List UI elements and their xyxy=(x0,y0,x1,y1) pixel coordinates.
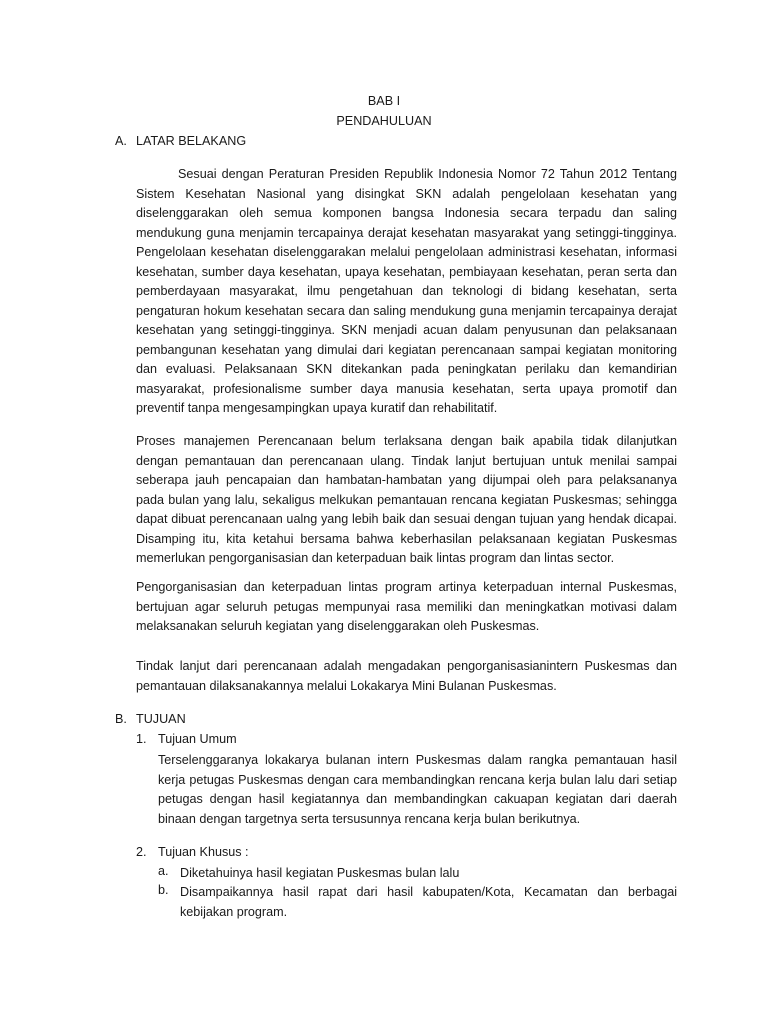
section-b-title: TUJUAN xyxy=(136,712,186,726)
paragraph-skn: Sesuai dengan Peraturan Presiden Republik Indonesia Nomor 72 Tahun 2012 Tentang Sistem Kesehatan Nasional yang disingkat SKN adalah pengelolaan kesehatan yang diselenggarakan oleh semua komponen bangsa Indonesia secara terpadu dan saling mendukung guna menjamin tercapainya derajat kesehatan masyarakat yang setinggi-tingginya. Pengelolaan kesehatan diselenggarakan melalui pengelolaan administrasi kesehatan, informasi kesehatan, sumber daya kesehatan, upaya kesehatan, pembiayaan kesehatan, peran serta dan pemberdayaan masyarakat, ilmu pengetahuan dan teknologi di bidang kesehatan, serta pengaturan hokum kesehatan secara dan saling mendukung guna menjamin tercapainya derajat kesehatan yang setinggi-tingginya. SKN menjadi acuan dalam penyusunan dan pelaksanaan pembangunan kesehatan yang dimulai dari kegiatan perencanaan sampai kegiatan monitoring dan evaluasi. Pelaksanaan SKN ditekankan pada peningkatan perilaku dan kemandirian masyarakat, profesionalisme sumber daya manusia kesehatan, serta upaya promotif dan preventif tanpa mengesampingkan upaya kuratif dan rehabilitatif. xyxy=(136,167,677,415)
tujuan-umum-text: Terselenggaranya lokakarya bulanan intern Puskesmas dalam rangka pemantauan hasil kerja petugas Puskesmas dengan cara membandingkan rencana kerja bulan lalu dari setiap petugas dengan hasil kegiatannya dan membandingkan cakuapan kegiatan dari daerah binaan dengan targetnya serta tersusunnya rencana kerja bulan berikutnya. xyxy=(158,753,677,826)
section-a-marker: A. xyxy=(115,134,127,148)
item-2-marker: 2. xyxy=(136,845,147,859)
item-1-marker: 1. xyxy=(136,732,147,746)
item-1-title: Tujuan Umum xyxy=(158,732,237,746)
subitem-b-marker: b. xyxy=(158,883,169,897)
paragraph-tindak-lanjut: Tindak lanjut dari perencanaan adalah mengadakan pengorganisasianintern Puskesmas dan pemantauan dilaksanakannya melalui Lokakarya Mini Bulanan Puskesmas. xyxy=(136,659,677,693)
paragraph-proses-manajemen: Proses manajemen Perencanaan belum terlaksana dengan baik apabila tidak dilanjutkan dengan pemantauan dan perencanaan ulang. Tindak lanjut bertujuan untuk menilai sampai seberapa jauh pencapaian dan hambatan-hambatan yang dijumpai oleh para pelaksananya pada bulan yang lalu, sekaligus melkukan pemantauan rencana kegiatan Puskesmas; sehingga dapat dibuat perencanaan ualng yang lebih baik dan sesuai dengan tujuan yang hendak dicapai. Disamping itu, kita ketahui bersama bahwa keberhasilan pelaksanaan kegiatan Puskesmas memerlukan pengorganisasian dan keterpaduan baik lintas program dan lintas sector. xyxy=(136,434,677,565)
chapter-label: BAB I xyxy=(367,94,401,108)
subitem-a-text: Diketahuinya hasil kegiatan Puskesmas bulan lalu xyxy=(180,866,460,880)
section-b-marker: B. xyxy=(115,712,127,726)
section-a-title: LATAR BELAKANG xyxy=(136,134,247,148)
subitem-b-text: Disampaikannya hasil rapat dari hasil kabupaten/Kota, Kecamatan dan berbagai kebijakan program. xyxy=(180,885,677,919)
item-2-title: Tujuan Khusus : xyxy=(158,845,249,859)
subitem-a-marker: a. xyxy=(158,864,169,878)
chapter-title: PENDAHULUAN xyxy=(336,114,432,128)
paragraph-pengorganisasian: Pengorganisasian dan keterpaduan lintas program artinya keterpaduan internal Puskesmas, bertujuan agar seluruh petugas mempunyai rasa memiliki dan meningkatkan motivasi dalam melaksanakan seluruh kegiatan yang diselenggarakan oleh Puskesmas. xyxy=(136,580,677,633)
